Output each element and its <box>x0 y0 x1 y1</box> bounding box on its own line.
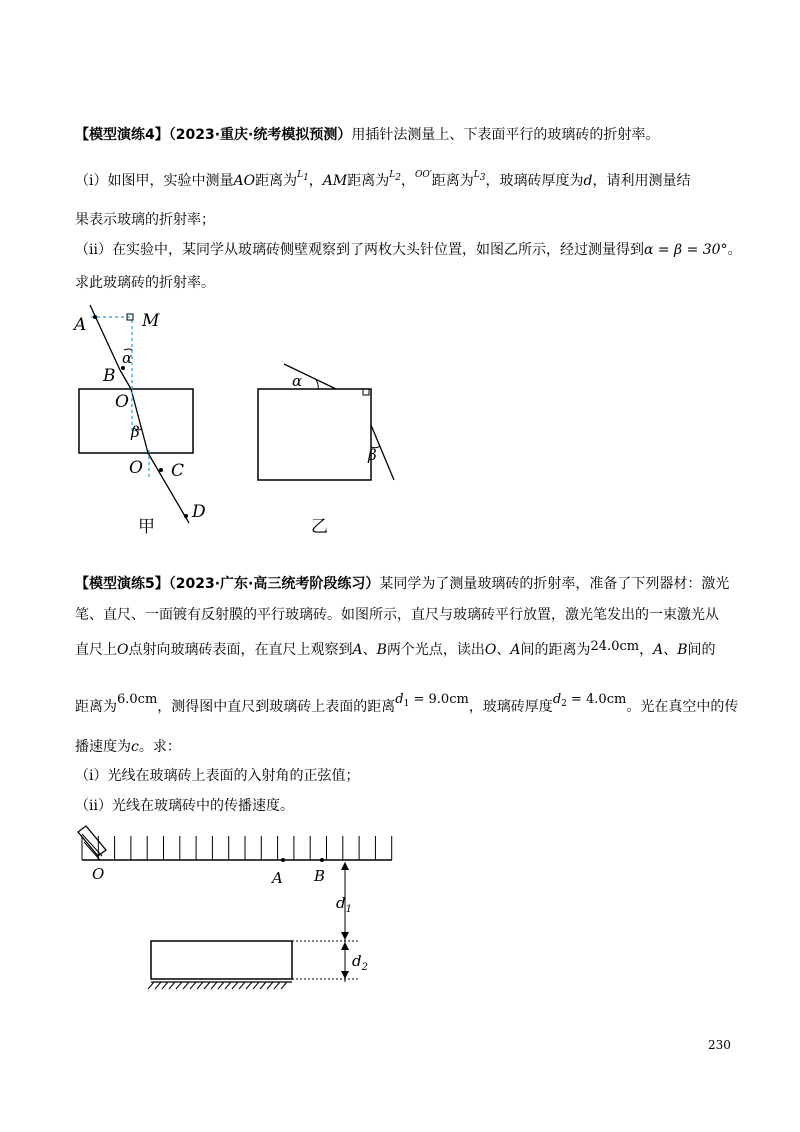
var-d: d <box>583 173 593 189</box>
var-L3: L3 <box>473 170 486 183</box>
equation-alpha-beta: α = β = 30° <box>643 242 728 258</box>
problem-5-line-3 <box>75 637 716 660</box>
hatch-line <box>274 982 280 989</box>
hatch-line <box>239 982 245 989</box>
problem-4-part-i <box>75 165 690 191</box>
problem-5-question-i: （ⅰ）光线在玻璃砖上表面的入射角的正弦值； <box>75 768 360 784</box>
text: ，玻璃砖厚度 <box>468 699 553 715</box>
var-O: O <box>117 642 129 658</box>
problem-4-label: 【模型演练4】 <box>75 127 169 143</box>
mirror-hatching <box>148 982 287 989</box>
problem-5-line-2: 笔、直尺、一面镀有反射膜的平行玻璃砖。如图所示，直尺与玻璃砖平行放置，激光笔发出的一束激光从 <box>75 607 719 623</box>
arrow-d1-bottom <box>341 932 349 940</box>
label-B: B <box>103 366 116 386</box>
var-B: B <box>376 642 387 658</box>
label-D: D <box>192 502 206 522</box>
text: 播速度为 <box>75 739 131 755</box>
hatch-line <box>162 982 168 989</box>
glass-block <box>151 941 292 979</box>
text: ， <box>400 173 415 189</box>
text: 。 <box>727 242 742 258</box>
text: 距离为 <box>347 173 390 189</box>
caption-yi: 乙 <box>311 517 328 537</box>
figure-laser-ruler <box>70 822 410 992</box>
figure-pin-method <box>60 300 420 540</box>
value-OA: 24.0cm <box>590 639 640 654</box>
value-AB: 6.0cm <box>117 692 158 707</box>
text: 、 <box>663 642 678 658</box>
arrow-d2-bottom <box>341 971 349 979</box>
hatch-line <box>260 982 266 989</box>
label-C: C <box>171 461 185 481</box>
label-A: A <box>272 869 283 887</box>
hatch-line <box>183 982 189 989</box>
label-beta: β <box>131 423 140 441</box>
text: 。求： <box>138 739 181 755</box>
problem-5-header <box>75 574 729 594</box>
problem-5-label: 【模型演练5】 <box>75 576 169 592</box>
equation-d1: $d_1 = 9.0cm$ <box>395 692 469 709</box>
text: 。光在真空中的传 <box>626 699 739 715</box>
text: ， <box>639 642 654 658</box>
ruler-ticks <box>82 836 392 860</box>
point-D <box>184 514 188 518</box>
hatch-line <box>246 982 252 989</box>
problem-4-source: （2023·重庆·统考模拟预测） <box>168 127 352 143</box>
hatch-line <box>204 982 210 989</box>
problem-5-line-5 <box>75 737 181 757</box>
incident-ray <box>90 305 120 370</box>
var-OO: OO′ <box>414 170 432 180</box>
var-L1: L1 <box>297 170 309 183</box>
label-beta-yi: β <box>368 446 377 464</box>
text: 直尺上 <box>75 642 117 658</box>
point-A <box>281 858 285 862</box>
label-B: B <box>314 867 326 885</box>
problem-5-line-4 <box>75 690 738 717</box>
var-AO: AO <box>233 173 256 189</box>
problem-4-header <box>75 125 659 145</box>
hatch-line <box>176 982 182 989</box>
label-alpha: α <box>122 349 133 367</box>
hatch-line <box>225 982 231 989</box>
point-C <box>159 468 163 472</box>
problem-5-source: （2023·广东·高三统考阶段练习） <box>168 576 380 592</box>
problem-4-part-ii <box>75 240 742 260</box>
text: 点射向玻璃砖表面，在直尺上观察到 <box>128 642 353 658</box>
glass-block-jia <box>79 389 193 453</box>
arrow-d1-top <box>341 862 349 870</box>
var-AM: AM <box>322 173 348 189</box>
hatch-line <box>267 982 273 989</box>
text: 间的距离为 <box>520 642 591 658</box>
text: ，请利用测量结 <box>592 173 691 189</box>
var-L2: L2 <box>389 170 401 183</box>
text: ，玻璃砖厚度为 <box>485 173 584 189</box>
page-number: 230 <box>708 1038 731 1052</box>
equation-d2: $d_2 = 4.0cm$ <box>552 692 627 709</box>
problem-4-intro: 用插针法测量上、下表面平行的玻璃砖的折射率。 <box>351 127 660 143</box>
text: 距离为 <box>255 173 298 189</box>
hatch-line <box>190 982 196 989</box>
glass-block-yi <box>258 389 371 480</box>
text: ，测得图中直尺到玻璃砖上表面的距离 <box>157 699 396 715</box>
hatch-line <box>197 982 203 989</box>
hatch-line <box>253 982 259 989</box>
text: ， <box>308 173 323 189</box>
hatch-line <box>155 982 161 989</box>
hatch-line <box>232 982 238 989</box>
label-alpha-yi: α <box>292 372 303 390</box>
label-O: O <box>115 392 129 412</box>
problem-4-part-i-cont: 果表示玻璃的折射率； <box>75 212 215 228</box>
text: 、 <box>362 642 377 658</box>
hatch-line <box>169 982 175 989</box>
label-d1: $d_1$ <box>336 894 352 915</box>
hatch-line <box>281 982 287 989</box>
text: 两个光点，读出 <box>386 642 485 658</box>
var-O: O <box>484 642 497 658</box>
problem-4-part-ii-cont: 求此玻璃砖的折射率。 <box>75 275 215 291</box>
arrow-d2-top <box>341 942 349 950</box>
label-M: M <box>142 311 160 331</box>
text: 间的 <box>687 642 716 658</box>
caption-jia: 甲 <box>138 517 155 537</box>
label-d2: $d_2$ <box>352 952 368 973</box>
label-O: O <box>92 865 105 883</box>
point-B <box>320 858 324 862</box>
var-A: A <box>510 642 521 658</box>
incident-ray-seg <box>120 370 131 389</box>
problem-5-question-ii: （ⅱ）光线在玻璃砖中的传播速度。 <box>75 798 294 814</box>
var-B: B <box>677 642 688 658</box>
text: 、 <box>496 642 511 658</box>
hatch-line <box>211 982 217 989</box>
label-A: A <box>74 315 87 335</box>
right-angle-yi <box>363 389 369 395</box>
text: 距离为 <box>75 699 117 715</box>
var-c: c <box>131 739 139 755</box>
point-A <box>93 315 97 319</box>
var-A: A <box>653 642 664 658</box>
refracted-ray <box>131 389 148 453</box>
var-A: A <box>352 642 363 658</box>
text: （ⅰ）如图甲，实验中测量 <box>75 173 234 189</box>
hatch-line <box>218 982 224 989</box>
text: （ⅱ）在实验中，某同学从玻璃砖侧壁观察到了两枚大头针位置，如图乙所示，经过测量得到 <box>75 242 644 258</box>
angle-alpha-yi-arc <box>316 380 318 389</box>
text: 某同学为了测量玻璃砖的折射率，准备了下列器材：激光 <box>379 576 730 592</box>
label-O-prime: O <box>129 458 143 478</box>
hatch-line <box>148 982 154 989</box>
text: 距离为 <box>431 173 474 189</box>
